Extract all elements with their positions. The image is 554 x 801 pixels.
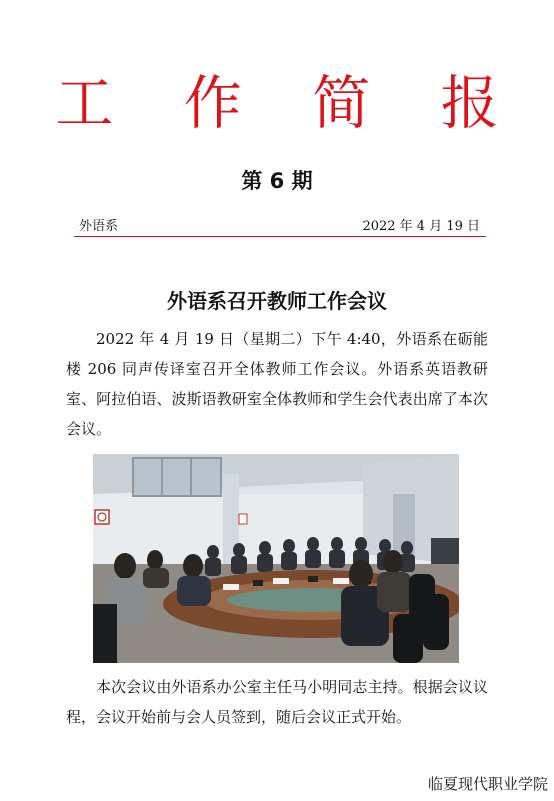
- masthead-divider: [74, 236, 486, 237]
- department-label: 外语系: [79, 219, 119, 234]
- footer-organization: 临夏现代职业学院: [427, 775, 548, 793]
- issue-meta-row: [74, 218, 486, 236]
- issue-date: 2022 年 4 月 19 日: [362, 219, 480, 234]
- newsletter-masthead: 工 作 简 报: [55, 69, 525, 137]
- article-headline: 外语系召开教师工作会议: [167, 289, 387, 313]
- article-paragraph-1: 2022 年 4 月 19 日（星期二）下午 4:40，外语系在砺能楼 206 同声传译室召开全体教师工作会议。外语系英语教研室、阿拉伯语、波斯语教研室全体教师和学生会代表出席了本次会议。: [66, 330, 488, 438]
- article-paragraph-2: 本次会议由外语系办公室主任马小明同志主持。根据会议议程，会议开始前与会人员签到，随后会议正式开始。: [66, 678, 488, 726]
- meeting-photo-illustration: [93, 454, 459, 663]
- meeting-photo: [93, 454, 459, 663]
- issue-number: 第 6 期: [241, 169, 313, 193]
